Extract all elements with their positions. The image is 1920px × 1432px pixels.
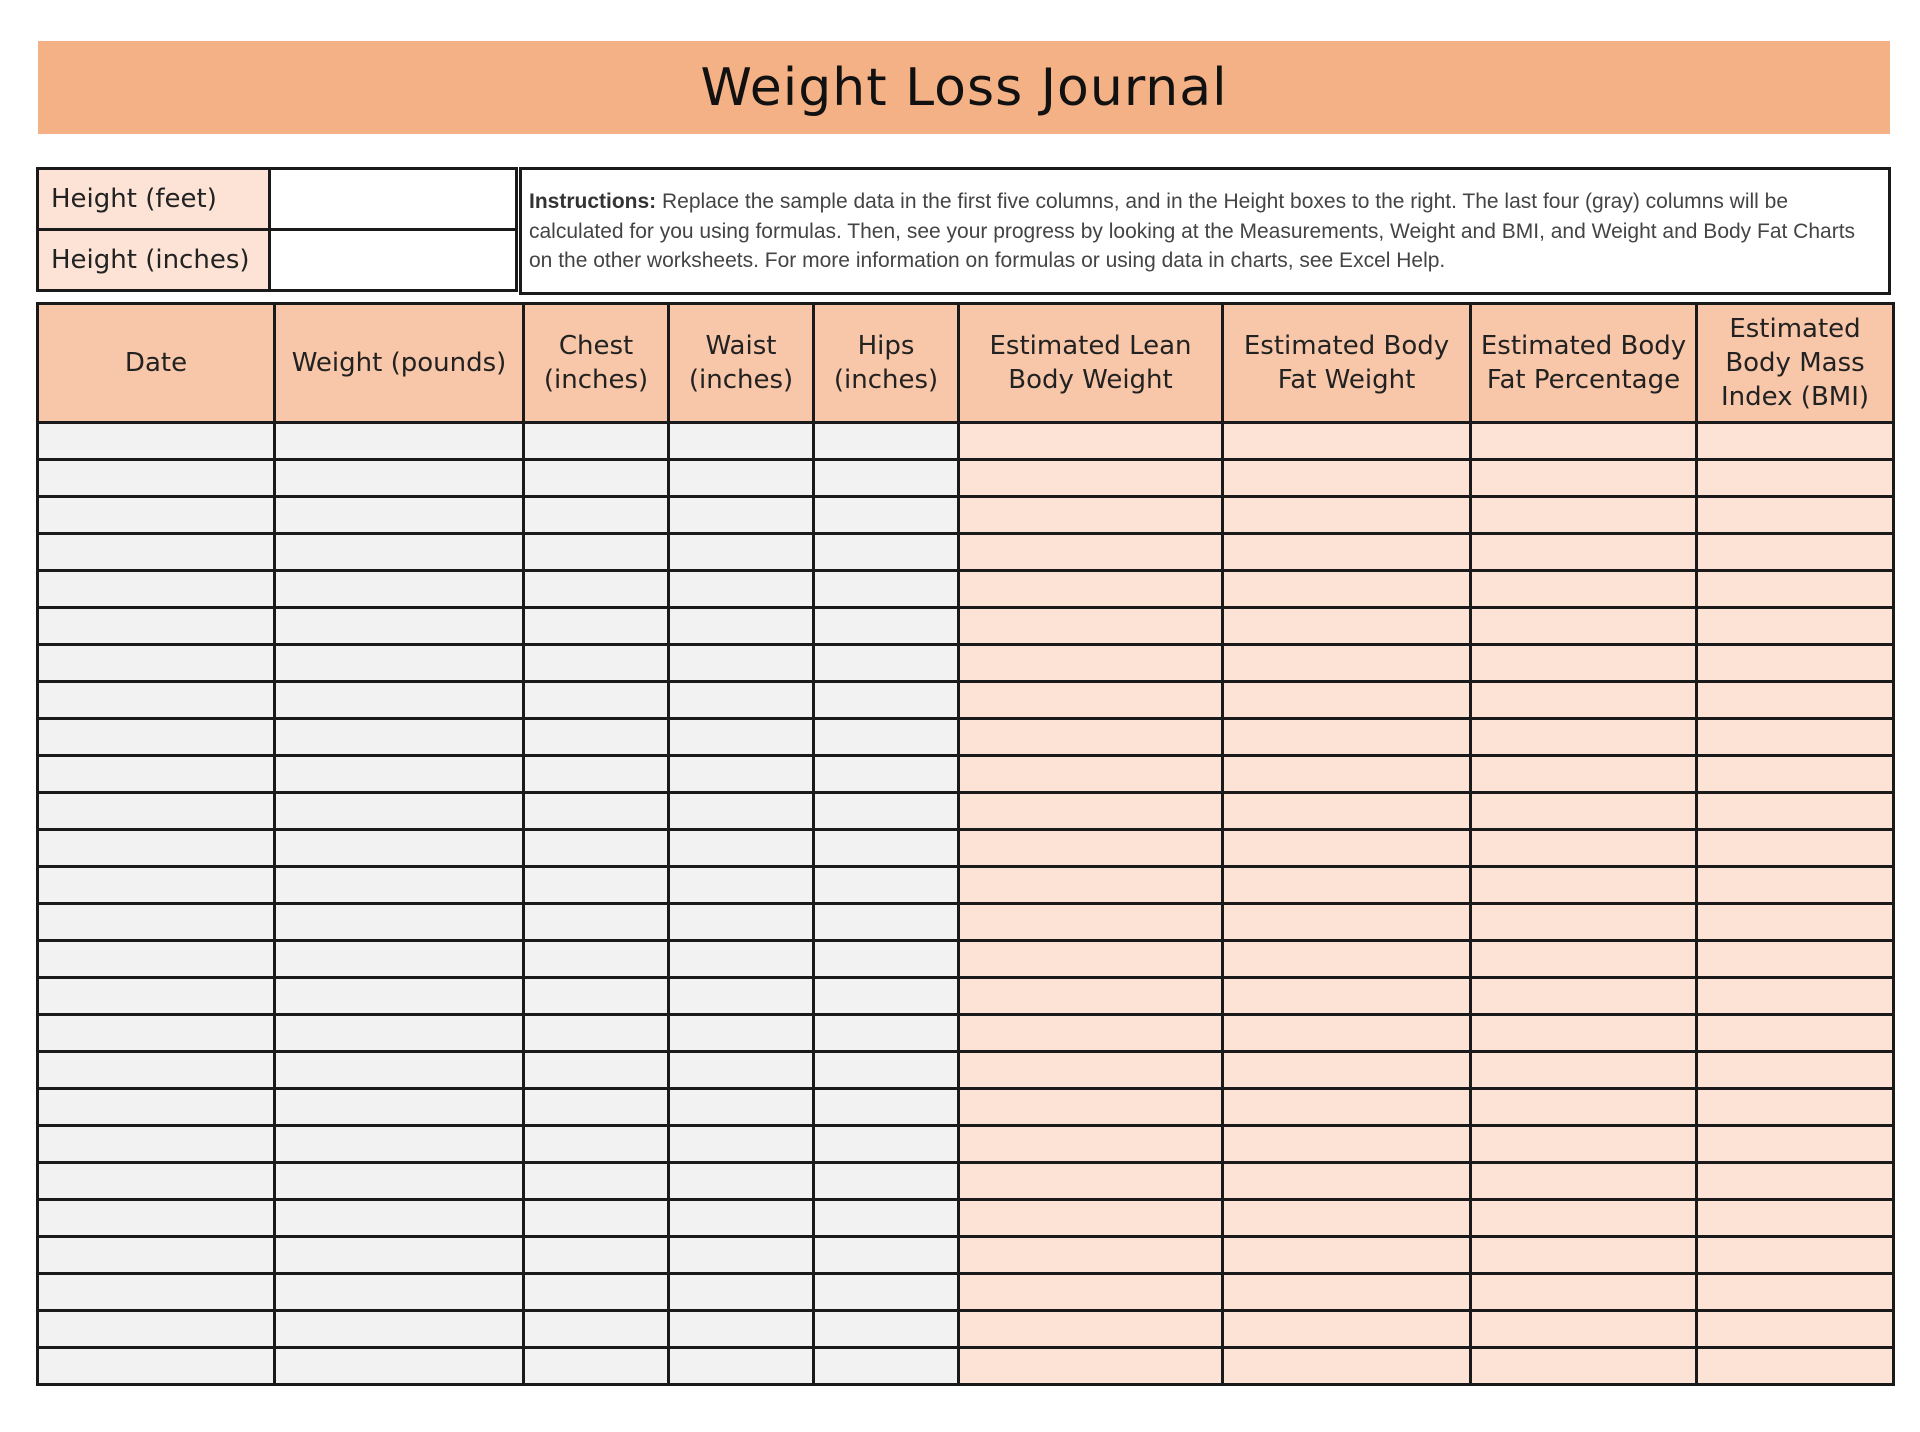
cell-waist[interactable] xyxy=(669,941,814,978)
cell-chest[interactable] xyxy=(524,941,669,978)
cell-body-fat-percentage xyxy=(1471,978,1697,1015)
cell-lean-body-weight xyxy=(959,497,1223,534)
cell-hips[interactable] xyxy=(814,571,959,608)
cell-waist[interactable] xyxy=(669,1237,814,1274)
cell-date[interactable] xyxy=(38,941,275,978)
cell-chest[interactable] xyxy=(524,1052,669,1089)
cell-weight[interactable] xyxy=(275,1052,524,1089)
header-row xyxy=(38,304,1894,423)
cell-lean-body-weight xyxy=(959,1274,1223,1311)
cell-waist[interactable] xyxy=(669,867,814,904)
cell-weight[interactable] xyxy=(275,1274,524,1311)
cell-body-fat-percentage xyxy=(1471,830,1697,867)
cell-date[interactable] xyxy=(38,1274,275,1311)
cell-waist[interactable] xyxy=(669,1348,814,1385)
height-feet-input[interactable] xyxy=(270,169,517,230)
cell-hips[interactable] xyxy=(814,460,959,497)
cell-bmi xyxy=(1697,497,1894,534)
cell-chest[interactable] xyxy=(524,830,669,867)
cell-lean-body-weight xyxy=(959,571,1223,608)
cell-chest[interactable] xyxy=(524,1089,669,1126)
cell-chest[interactable] xyxy=(524,1200,669,1237)
cell-bmi xyxy=(1697,1163,1894,1200)
cell-waist[interactable] xyxy=(669,1015,814,1052)
table-row xyxy=(38,534,1894,571)
cell-weight[interactable] xyxy=(275,1200,524,1237)
cell-waist[interactable] xyxy=(669,497,814,534)
cell-bmi xyxy=(1697,941,1894,978)
cell-lean-body-weight xyxy=(959,719,1223,756)
cell-hips[interactable] xyxy=(814,1052,959,1089)
cell-waist[interactable] xyxy=(669,534,814,571)
cell-bmi xyxy=(1697,645,1894,682)
cell-date[interactable] xyxy=(38,1237,275,1274)
cell-lean-body-weight xyxy=(959,423,1223,460)
cell-hips[interactable] xyxy=(814,1163,959,1200)
header-body-fat-weight xyxy=(1223,304,1471,423)
cell-weight[interactable] xyxy=(275,904,524,941)
table-row xyxy=(38,1348,1894,1385)
cell-weight[interactable] xyxy=(275,867,524,904)
cell-lean-body-weight xyxy=(959,941,1223,978)
cell-weight[interactable] xyxy=(275,423,524,460)
cell-weight[interactable] xyxy=(275,941,524,978)
cell-body-fat-percentage xyxy=(1471,608,1697,645)
cell-chest[interactable] xyxy=(524,608,669,645)
cell-chest[interactable] xyxy=(524,534,669,571)
cell-weight[interactable] xyxy=(275,645,524,682)
cell-lean-body-weight xyxy=(959,1089,1223,1126)
header-hips-label: Hips (inches) xyxy=(833,331,939,395)
table-row xyxy=(38,793,1894,830)
table-row xyxy=(38,1089,1894,1126)
cell-hips[interactable] xyxy=(814,1237,959,1274)
cell-bmi xyxy=(1697,867,1894,904)
table-row xyxy=(38,1015,1894,1052)
table-row xyxy=(38,423,1894,460)
cell-date[interactable] xyxy=(38,1348,275,1385)
cell-lean-body-weight xyxy=(959,682,1223,719)
cell-lean-body-weight xyxy=(959,756,1223,793)
cell-waist[interactable] xyxy=(669,1311,814,1348)
cell-hips[interactable] xyxy=(814,423,959,460)
cell-weight[interactable] xyxy=(275,830,524,867)
instructions-text: Replace the sample data in the first five columns, and in the Height boxes to the right. The last four (gray) columns will be calculated for you using formulas. Then, see your progress by looking at the Measurements, Weight and BMI, and Weight and Body Fat Charts on the other worksheets. For more information on formulas or using data in charts, see Excel Help. xyxy=(529,190,1856,272)
table-row xyxy=(38,867,1894,904)
cell-waist[interactable] xyxy=(669,1163,814,1200)
cell-hips[interactable] xyxy=(814,645,959,682)
cell-weight[interactable] xyxy=(275,1348,524,1385)
title-bar xyxy=(38,41,1890,134)
cell-lean-body-weight xyxy=(959,1348,1223,1385)
table-row xyxy=(38,460,1894,497)
header-chest xyxy=(524,304,669,423)
cell-hips[interactable] xyxy=(814,1200,959,1237)
cell-weight[interactable] xyxy=(275,682,524,719)
header-body-fat-percentage-label: Estimated Body Fat Percentage xyxy=(1480,331,1687,395)
header-hips xyxy=(814,304,959,423)
height-table xyxy=(36,167,518,292)
cell-hips[interactable] xyxy=(814,793,959,830)
cell-waist[interactable] xyxy=(669,793,814,830)
cell-body-fat-percentage xyxy=(1471,719,1697,756)
cell-body-fat-weight xyxy=(1223,1348,1471,1385)
header-body-fat-weight-label: Estimated Body Fat Weight xyxy=(1243,331,1450,395)
cell-lean-body-weight xyxy=(959,1015,1223,1052)
cell-body-fat-percentage xyxy=(1471,534,1697,571)
cell-hips[interactable] xyxy=(814,830,959,867)
cell-body-fat-percentage xyxy=(1471,867,1697,904)
cell-body-fat-percentage xyxy=(1471,1200,1697,1237)
cell-lean-body-weight xyxy=(959,608,1223,645)
table-row xyxy=(38,756,1894,793)
cell-body-fat-weight xyxy=(1223,1015,1471,1052)
cell-body-fat-weight xyxy=(1223,460,1471,497)
table-row xyxy=(38,1126,1894,1163)
cell-lean-body-weight xyxy=(959,1311,1223,1348)
cell-date[interactable] xyxy=(38,1311,275,1348)
header-bmi xyxy=(1697,304,1894,423)
cell-waist[interactable] xyxy=(669,1089,814,1126)
cell-waist[interactable] xyxy=(669,904,814,941)
cell-body-fat-weight xyxy=(1223,1052,1471,1089)
cell-bmi xyxy=(1697,1274,1894,1311)
cell-body-fat-weight xyxy=(1223,1126,1471,1163)
cell-chest[interactable] xyxy=(524,423,669,460)
cell-bmi xyxy=(1697,830,1894,867)
cell-body-fat-percentage xyxy=(1471,1348,1697,1385)
cell-weight[interactable] xyxy=(275,978,524,1015)
cell-body-fat-percentage xyxy=(1471,1237,1697,1274)
cell-body-fat-percentage xyxy=(1471,941,1697,978)
cell-date[interactable] xyxy=(38,719,275,756)
cell-bmi xyxy=(1697,719,1894,756)
cell-waist[interactable] xyxy=(669,830,814,867)
cell-weight[interactable] xyxy=(275,1126,524,1163)
cell-date[interactable] xyxy=(38,1200,275,1237)
cell-chest[interactable] xyxy=(524,1348,669,1385)
table-row xyxy=(38,1200,1894,1237)
header-waist xyxy=(669,304,814,423)
cell-chest[interactable] xyxy=(524,756,669,793)
cell-lean-body-weight xyxy=(959,460,1223,497)
cell-lean-body-weight xyxy=(959,867,1223,904)
cell-chest[interactable] xyxy=(524,904,669,941)
page-title: Weight Loss Journal xyxy=(700,57,1228,118)
cell-body-fat-weight xyxy=(1223,682,1471,719)
cell-lean-body-weight xyxy=(959,645,1223,682)
cell-date[interactable] xyxy=(38,904,275,941)
cell-bmi xyxy=(1697,1089,1894,1126)
cell-body-fat-weight xyxy=(1223,534,1471,571)
cell-bmi xyxy=(1697,1015,1894,1052)
header-weight xyxy=(275,304,524,423)
cell-body-fat-weight xyxy=(1223,978,1471,1015)
cell-hips[interactable] xyxy=(814,1089,959,1126)
cell-chest[interactable] xyxy=(524,1126,669,1163)
cell-body-fat-percentage xyxy=(1471,1052,1697,1089)
height-feet-label: Height (feet) xyxy=(38,169,270,230)
cell-body-fat-weight xyxy=(1223,756,1471,793)
cell-hips[interactable] xyxy=(814,534,959,571)
cell-waist[interactable] xyxy=(669,1126,814,1163)
cell-date[interactable] xyxy=(38,867,275,904)
header-lean-body-weight-label: Estimated Lean Body Weight xyxy=(989,331,1192,395)
cell-body-fat-percentage xyxy=(1471,1311,1697,1348)
cell-hips[interactable] xyxy=(814,1348,959,1385)
cell-bmi xyxy=(1697,423,1894,460)
header-chest-label: Chest (inches) xyxy=(543,331,649,395)
cell-body-fat-weight xyxy=(1223,941,1471,978)
table-row xyxy=(38,1163,1894,1200)
cell-date[interactable] xyxy=(38,1089,275,1126)
cell-hips[interactable] xyxy=(814,608,959,645)
table-row xyxy=(38,571,1894,608)
header-date xyxy=(38,304,275,423)
cell-date[interactable] xyxy=(38,571,275,608)
cell-bmi xyxy=(1697,1126,1894,1163)
header-date-label: Date xyxy=(124,348,188,378)
cell-weight[interactable] xyxy=(275,1237,524,1274)
cell-chest[interactable] xyxy=(524,645,669,682)
cell-lean-body-weight xyxy=(959,1163,1223,1200)
cell-chest[interactable] xyxy=(524,1163,669,1200)
cell-hips[interactable] xyxy=(814,1274,959,1311)
cell-chest[interactable] xyxy=(524,1015,669,1052)
cell-bmi xyxy=(1697,534,1894,571)
cell-lean-body-weight xyxy=(959,534,1223,571)
cell-weight[interactable] xyxy=(275,719,524,756)
cell-body-fat-weight xyxy=(1223,1200,1471,1237)
header-body-fat-percentage xyxy=(1471,304,1697,423)
cell-weight[interactable] xyxy=(275,1163,524,1200)
cell-date[interactable] xyxy=(38,534,275,571)
cell-bmi xyxy=(1697,608,1894,645)
cell-bmi xyxy=(1697,571,1894,608)
cell-hips[interactable] xyxy=(814,941,959,978)
cell-body-fat-weight xyxy=(1223,645,1471,682)
instructions-heading: Instructions: xyxy=(529,190,657,213)
header-weight-label: Weight (pounds) xyxy=(291,348,507,378)
cell-date[interactable] xyxy=(38,978,275,1015)
cell-chest[interactable] xyxy=(524,719,669,756)
cell-weight[interactable] xyxy=(275,534,524,571)
cell-bmi xyxy=(1697,460,1894,497)
cell-lean-body-weight xyxy=(959,904,1223,941)
cell-chest[interactable] xyxy=(524,571,669,608)
cell-lean-body-weight xyxy=(959,793,1223,830)
cell-date[interactable] xyxy=(38,830,275,867)
cell-waist[interactable] xyxy=(669,608,814,645)
cell-body-fat-weight xyxy=(1223,1237,1471,1274)
cell-weight[interactable] xyxy=(275,571,524,608)
table-row xyxy=(38,1237,1894,1274)
cell-bmi xyxy=(1697,904,1894,941)
cell-body-fat-percentage xyxy=(1471,460,1697,497)
cell-waist[interactable] xyxy=(669,1052,814,1089)
cell-weight[interactable] xyxy=(275,1089,524,1126)
cell-date[interactable] xyxy=(38,1163,275,1200)
cell-bmi xyxy=(1697,756,1894,793)
height-inches-row xyxy=(38,230,517,291)
table-row xyxy=(38,645,1894,682)
cell-body-fat-weight xyxy=(1223,1311,1471,1348)
height-inches-label: Height (inches) xyxy=(38,230,270,291)
cell-weight[interactable] xyxy=(275,460,524,497)
cell-weight[interactable] xyxy=(275,497,524,534)
cell-chest[interactable] xyxy=(524,460,669,497)
cell-bmi xyxy=(1697,1348,1894,1385)
instructions-box xyxy=(519,167,1891,295)
journal-table xyxy=(36,302,1895,1386)
cell-body-fat-percentage xyxy=(1471,1274,1697,1311)
cell-date[interactable] xyxy=(38,460,275,497)
cell-body-fat-weight xyxy=(1223,1274,1471,1311)
cell-waist[interactable] xyxy=(669,1200,814,1237)
table-row xyxy=(38,978,1894,1015)
cell-body-fat-weight xyxy=(1223,1089,1471,1126)
cell-body-fat-weight xyxy=(1223,867,1471,904)
cell-body-fat-percentage xyxy=(1471,1126,1697,1163)
cell-chest[interactable] xyxy=(524,497,669,534)
table-row xyxy=(38,1311,1894,1348)
cell-body-fat-percentage xyxy=(1471,497,1697,534)
cell-date[interactable] xyxy=(38,793,275,830)
cell-lean-body-weight xyxy=(959,1052,1223,1089)
cell-date[interactable] xyxy=(38,1126,275,1163)
cell-body-fat-weight xyxy=(1223,608,1471,645)
cell-lean-body-weight xyxy=(959,1200,1223,1237)
cell-hips[interactable] xyxy=(814,1015,959,1052)
cell-date[interactable] xyxy=(38,608,275,645)
cell-weight[interactable] xyxy=(275,1311,524,1348)
cell-chest[interactable] xyxy=(524,1237,669,1274)
cell-date[interactable] xyxy=(38,497,275,534)
cell-hips[interactable] xyxy=(814,904,959,941)
height-inches-input[interactable] xyxy=(270,230,517,291)
cell-waist[interactable] xyxy=(669,423,814,460)
cell-waist[interactable] xyxy=(669,645,814,682)
cell-body-fat-weight xyxy=(1223,719,1471,756)
cell-waist[interactable] xyxy=(669,682,814,719)
cell-lean-body-weight xyxy=(959,830,1223,867)
header-waist-label: Waist (inches) xyxy=(688,331,794,395)
cell-waist[interactable] xyxy=(669,571,814,608)
cell-bmi xyxy=(1697,1052,1894,1089)
cell-chest[interactable] xyxy=(524,793,669,830)
cell-waist[interactable] xyxy=(669,756,814,793)
cell-hips[interactable] xyxy=(814,1126,959,1163)
cell-bmi xyxy=(1697,1311,1894,1348)
cell-bmi xyxy=(1697,682,1894,719)
table-row xyxy=(38,830,1894,867)
cell-weight[interactable] xyxy=(275,793,524,830)
cell-date[interactable] xyxy=(38,423,275,460)
cell-hips[interactable] xyxy=(814,719,959,756)
cell-body-fat-percentage xyxy=(1471,1089,1697,1126)
header-lean-body-weight xyxy=(959,304,1223,423)
cell-body-fat-percentage xyxy=(1471,793,1697,830)
cell-hips[interactable] xyxy=(814,756,959,793)
cell-chest[interactable] xyxy=(524,1311,669,1348)
cell-chest[interactable] xyxy=(524,682,669,719)
cell-date[interactable] xyxy=(38,756,275,793)
cell-weight[interactable] xyxy=(275,608,524,645)
table-row xyxy=(38,719,1894,756)
cell-lean-body-weight xyxy=(959,978,1223,1015)
cell-hips[interactable] xyxy=(814,978,959,1015)
cell-weight[interactable] xyxy=(275,1015,524,1052)
cell-body-fat-weight xyxy=(1223,497,1471,534)
cell-hips[interactable] xyxy=(814,1311,959,1348)
cell-hips[interactable] xyxy=(814,497,959,534)
cell-date[interactable] xyxy=(38,682,275,719)
table-row xyxy=(38,608,1894,645)
table-row xyxy=(38,682,1894,719)
cell-bmi xyxy=(1697,1200,1894,1237)
cell-date[interactable] xyxy=(38,645,275,682)
table-row xyxy=(38,1052,1894,1089)
table-row xyxy=(38,904,1894,941)
cell-bmi xyxy=(1697,978,1894,1015)
table-row xyxy=(38,1274,1894,1311)
table-row xyxy=(38,941,1894,978)
cell-body-fat-weight xyxy=(1223,904,1471,941)
cell-body-fat-percentage xyxy=(1471,423,1697,460)
cell-hips[interactable] xyxy=(814,867,959,904)
cell-body-fat-weight xyxy=(1223,830,1471,867)
cell-body-fat-percentage xyxy=(1471,756,1697,793)
cell-body-fat-weight xyxy=(1223,571,1471,608)
table-row xyxy=(38,497,1894,534)
cell-waist[interactable] xyxy=(669,1274,814,1311)
cell-chest[interactable] xyxy=(524,978,669,1015)
cell-waist[interactable] xyxy=(669,978,814,1015)
cell-hips[interactable] xyxy=(814,682,959,719)
cell-body-fat-percentage xyxy=(1471,904,1697,941)
cell-weight[interactable] xyxy=(275,756,524,793)
cell-body-fat-percentage xyxy=(1471,1163,1697,1200)
height-feet-row xyxy=(38,169,517,230)
cell-date[interactable] xyxy=(38,1015,275,1052)
cell-body-fat-percentage xyxy=(1471,682,1697,719)
cell-body-fat-percentage xyxy=(1471,645,1697,682)
cell-waist[interactable] xyxy=(669,460,814,497)
cell-waist[interactable] xyxy=(669,719,814,756)
cell-bmi xyxy=(1697,1237,1894,1274)
cell-bmi xyxy=(1697,793,1894,830)
cell-date[interactable] xyxy=(38,1052,275,1089)
header-bmi-label: Estimated Body Mass Index (BMI) xyxy=(1720,314,1870,412)
cell-chest[interactable] xyxy=(524,867,669,904)
cell-body-fat-weight xyxy=(1223,793,1471,830)
cell-chest[interactable] xyxy=(524,1274,669,1311)
cell-body-fat-percentage xyxy=(1471,1015,1697,1052)
cell-lean-body-weight xyxy=(959,1237,1223,1274)
cell-body-fat-weight xyxy=(1223,423,1471,460)
journal-body xyxy=(38,423,1894,1385)
cell-body-fat-weight xyxy=(1223,1163,1471,1200)
cell-body-fat-percentage xyxy=(1471,571,1697,608)
cell-lean-body-weight xyxy=(959,1126,1223,1163)
